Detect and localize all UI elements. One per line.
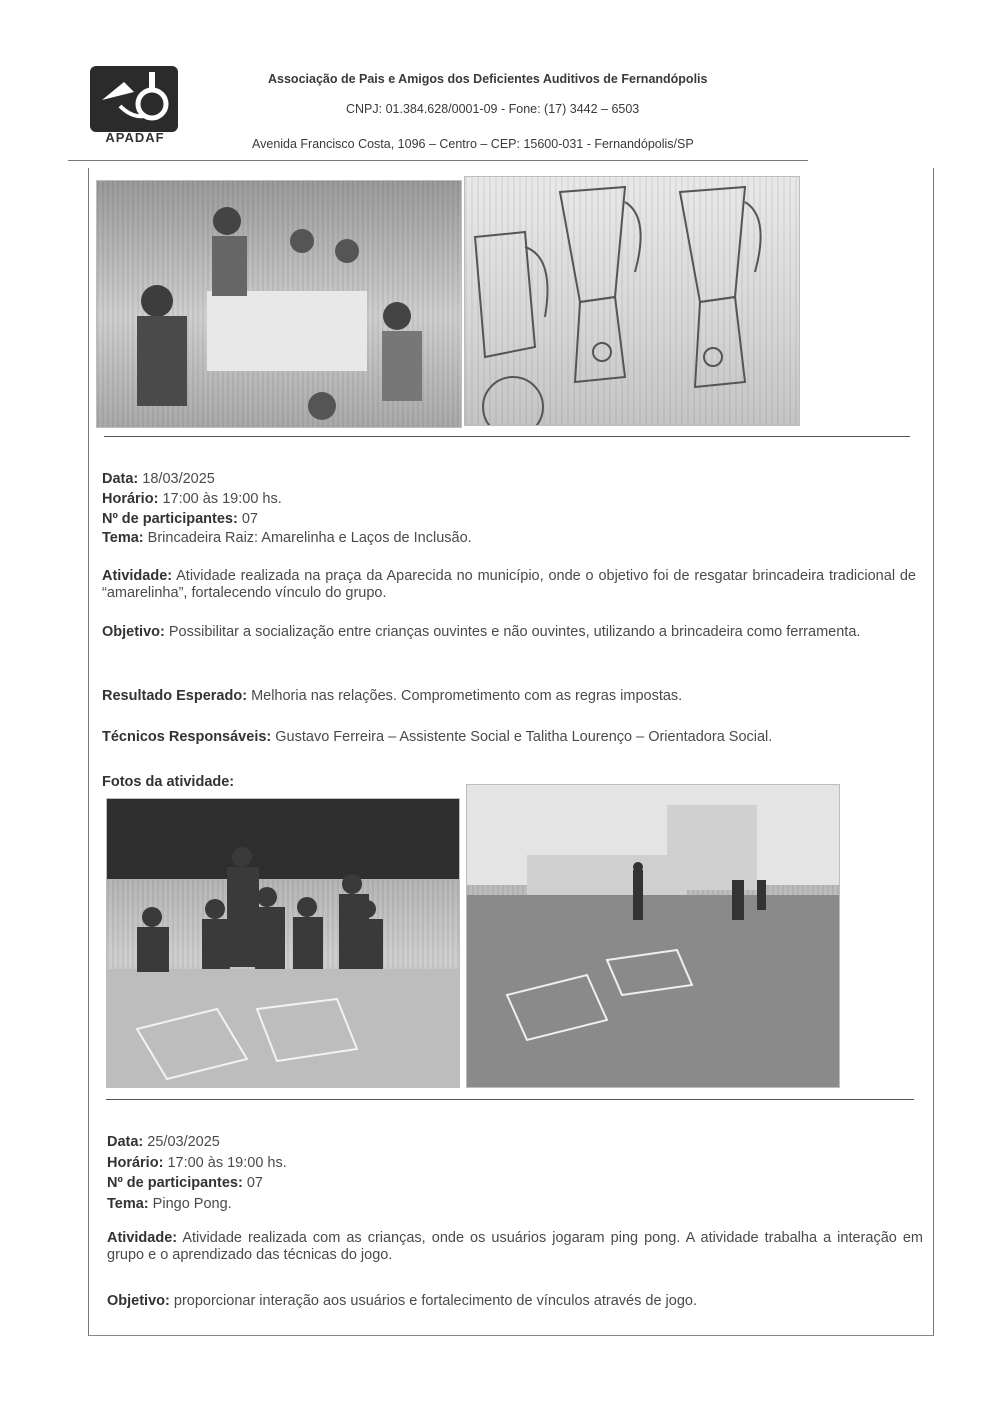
entry1-time: Horário: 17:00 às 19:00 hs. — [102, 491, 282, 507]
entry1-result: Resultado Esperado: Melhoria nas relações. Comprometimento com as regras impostas. — [102, 688, 683, 704]
section-divider — [104, 436, 910, 437]
blender-drawings-photo — [464, 176, 800, 426]
section-divider-2 — [106, 1099, 914, 1100]
plaza-hopscotch-photo — [466, 784, 840, 1088]
entry2-date: Data: 25/03/2025 — [107, 1134, 220, 1150]
entry2-objective: Objetivo: proporcionar interação aos usuários e fortalecimento de vínculos através de jogo. — [107, 1293, 697, 1309]
photos-heading: Fotos da atividade: — [102, 774, 235, 790]
entry2-activity: Atividade: Atividade realizada com as crianças, onde os usuários jogaram ping pong. A atividade trabalha a interação em grupo e o aprendizado das técnicas do jogo. — [107, 1230, 924, 1263]
header-divider — [68, 160, 808, 161]
entry2-participants: Nº de participantes: 07 — [107, 1175, 263, 1191]
entry1-theme: Tema: Brincadeira Raiz: Amarelinha e Laços de Inclusão. — [102, 530, 472, 546]
ear-logo-icon — [90, 66, 178, 132]
cnpj-phone: CNPJ: 01.384.628/0001-09 - Fone: (17) 3442 – 6503 — [346, 102, 640, 116]
entry2-theme: Tema: Pingo Pong. — [107, 1196, 232, 1212]
address: Avenida Francisco Costa, 1096 – Centro – CEP: 15600-031 - Fernandópolis/SP — [252, 137, 694, 151]
apadaf-logo — [90, 66, 178, 132]
entry1-activity: Atividade: Atividade realizada na praça da Aparecida no município, onde o objetivo foi de resgatar brincadeira tradicional de “amarelinha”, fortalecendo vínculo do grupo. — [102, 568, 916, 601]
entry2-time: Horário: 17:00 às 19:00 hs. — [107, 1155, 287, 1171]
org-name: Associação de Pais e Amigos dos Deficientes Auditivos de Fernandópolis — [268, 72, 708, 86]
entry1-participants: Nº de participantes: 07 — [102, 511, 258, 527]
entry1-date: Data: 18/03/2025 — [102, 471, 215, 487]
entry1-techs: Técnicos Responsáveis: Gustavo Ferreira – Assistente Social e Talitha Lourenço – Orientadora Social. — [102, 729, 773, 745]
children-at-table-photo — [96, 180, 462, 428]
entry1-objective: Objetivo: Possibilitar a socialização entre crianças ouvintes e não ouvintes, utilizando a brincadeira como ferramenta. — [102, 624, 861, 640]
logo-text: APADAF — [105, 130, 165, 145]
group-sitting-on-hopscotch-photo — [106, 798, 460, 1088]
